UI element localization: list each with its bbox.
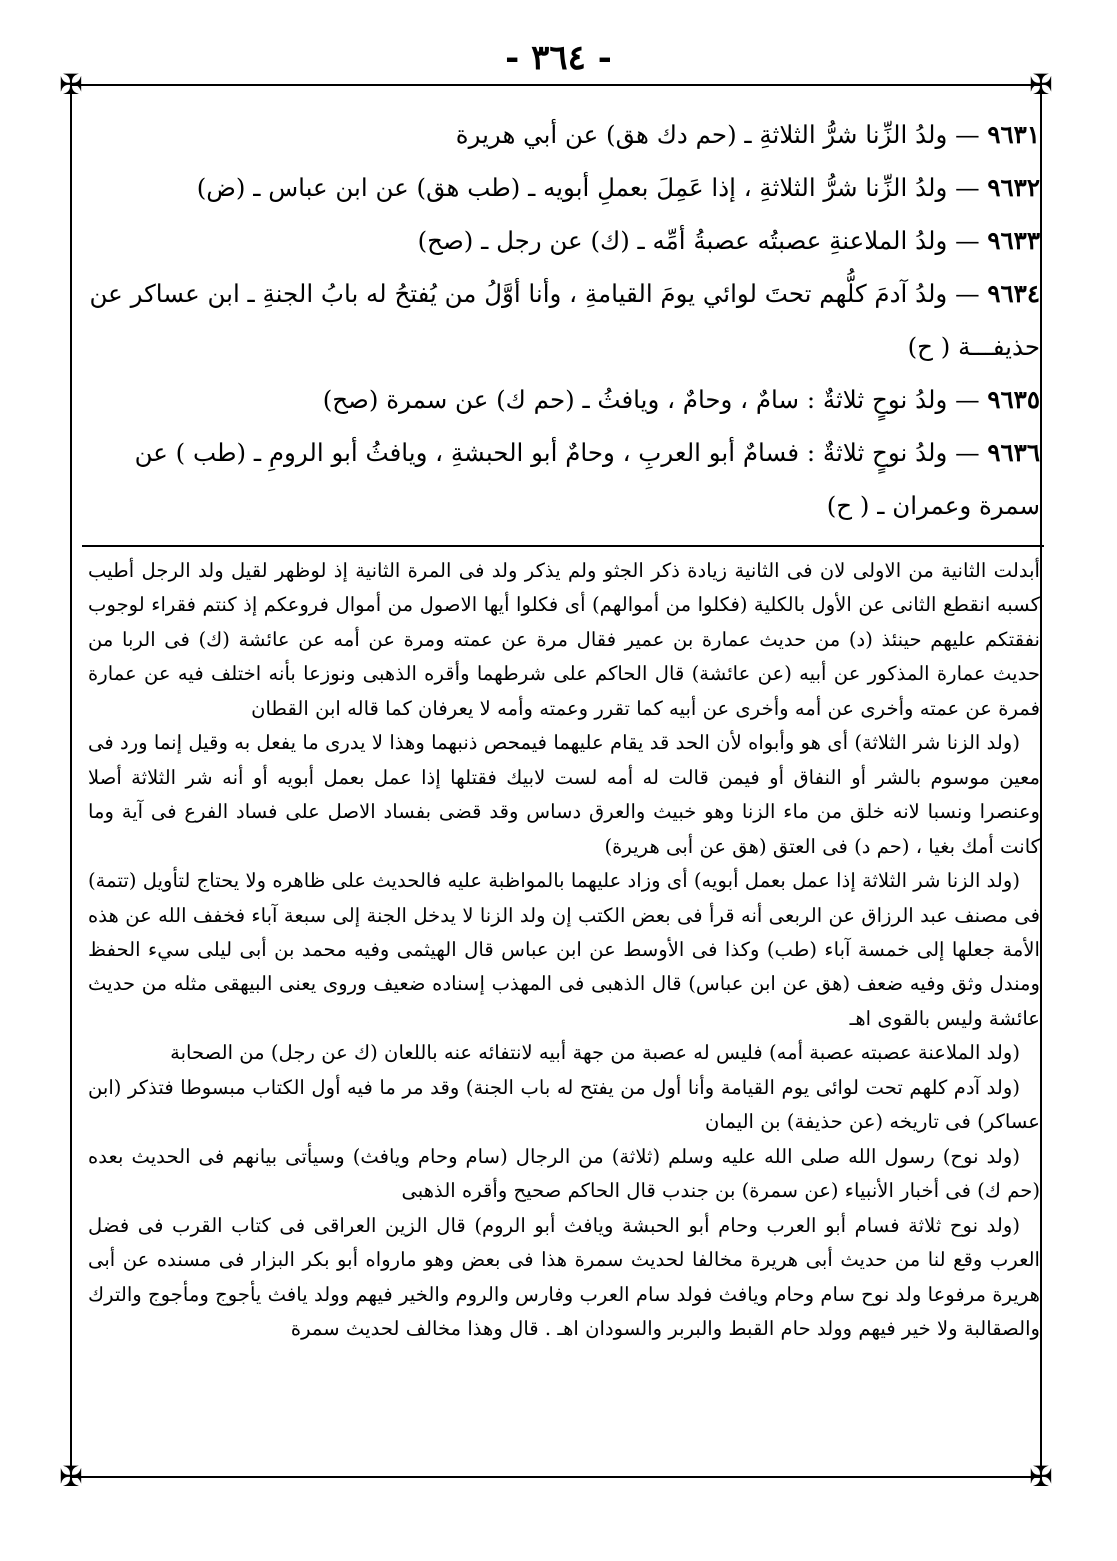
hadith-number: ٩٦٣٤ [987, 279, 1040, 308]
hadith-text: ولدُ نوحٍ ثلاثةٌ : فسامٌ أبو العربِ ، وحامٌ أبو الحبشةِ ، ويافثُ أبو الرومِ ـ (طب ) عن سمرة وعمران ـ ( ح) [134, 438, 1040, 520]
commentary-paragraph: (ولد الزنا شر الثلاثة) أى هو وأبواه لأن الحد قد يقام عليهما فيمحص ذنبهما وهذا لا يدرى ما يفعل به وقيل إنما ورد فى معين موسوم بالشر أو النفاق أو فيمن قالت له أمه لست لابيك فقتلها إذا عمل بعمل أبويه أو أنه شر الثلاثة أصلا وعنصرا ونسبا لانه خلق من ماء الزنا وهو خبيث والعرق دساس وقد قضى بفساد الاصل على فساد الفرع فى آية وما كانت أمك بغيا ، (حم د) فى العتق (هق عن أبى هريرة) [88, 731, 1040, 858]
hadith-entry: ٩٦٣٥ — ولدُ نوحٍ ثلاثةٌ : سامٌ ، وحامٌ ، ويافثُ ـ (حم ك) عن سمرة (صح) [322, 385, 1040, 414]
commentary-paragraph: (ولد آدم كلهم تحت لوائى يوم القيامة وأنا أول من يفتح له باب الجنة) وقد مر ما فيه أول الكتاب مبسوطا فتذكر (ابن عساكر) فى تاريخه (عن حذيفة) بن اليمان [88, 1075, 1040, 1134]
corner-ornament-icon: ✠ [59, 68, 83, 101]
hadith-number: ٩٦٣٢ [987, 173, 1040, 202]
hadith-entry: ٩٦٣١ — ولدُ الزِّنا شرُّ الثلاثةِ ـ (حم دك هق) عن أبي هريرة [455, 120, 1040, 149]
hadith-number: ٩٦٣١ [987, 120, 1040, 149]
commentary-paragraph: (ولد الملاعنة عصبته عصبة أمه) فليس له عصبة من جهة أبيه لانتفائه عنه باللعان (ك عن رجل) من الصحابة [170, 1041, 1020, 1065]
frame-right-line [1040, 84, 1042, 1478]
hadith-entry: ٩٦٣٢ — ولدُ الزِّنا شرُّ الثلاثةِ ، إذا عَمِلَ بعملِ أبويه ـ (طب هق) عن ابن عباس ـ (ض) [196, 173, 1040, 202]
commentary-paragraph: (ولد الزنا شر الثلاثة إذا عمل بعمل أبويه) أى وزاد عليهما بالمواظبة عليه فالحديث على ظاهره ولا يحتاج لتأويل (تتمة) فى مصنف عبد الرزاق عن الربعى أنه قرأ فى بعض الكتب إن ولد الزنا لا يدخل الجنة إلى سبعة آباء فخفف الله عن هذه الأمة جعلها إلى خمسة آباء (طب) وكذا فى الأوسط عن ابن عباس قال الهيثمى وفيه محمد بن أبى ليلى سيء الحفظ ومندل وثق وفيه ضعف (هق عن ابن عباس) قال الذهبى فى المهذب إسناده ضعيف وروى يعنى البيهقى مثله من حديث عائشة وليس بالقوى اهـ [88, 869, 1040, 1030]
hadith-text: ولدُ الزِّنا شرُّ الثلاثةِ ـ (حم دك هق) عن أبي هريرة [455, 120, 948, 149]
hadith-list [88, 108, 1040, 532]
corner-ornament-icon: ✠ [1029, 68, 1053, 101]
hadith-text: ولدُ الزِّنا شرُّ الثلاثةِ ، إذا عَمِلَ بعملِ أبويه ـ (طب هق) عن ابن عباس ـ (ض) [196, 173, 948, 202]
section-divider [82, 545, 1044, 547]
frame-top-line [70, 84, 1042, 86]
corner-ornament-icon: ✠ [59, 1460, 83, 1493]
page-number: - ٣٦٤ - [505, 38, 612, 78]
hadith-number: ٩٦٣٦ [987, 438, 1040, 467]
hadith-number: ٩٦٣٣ [987, 226, 1040, 255]
commentary [88, 554, 1040, 1346]
commentary-paragraph: (ولد نوح) رسول الله صلى الله عليه وسلم (ثلاثة) من الرجال (سام وحام ويافث) وسيأتى بيانهم فى الحديث بعده (حم ك) فى أخبار الأنبياء (عن سمرة) بن جندب قال الحاكم صحيح وأقره الذهبى [88, 1144, 1040, 1203]
commentary-paragraph: أبدلت الثانية من الاولى لان فى الثانية زيادة ذكر الجثو ولم يذكر ولد فى المرة الثانية إذ لوظهر لقيل ولد الرجل أطيب كسبه انقطع الثانى عن الأول بالكلية (فكلوا من أموالهم) أى فكلوا أيها الاصول من أموال فروعكم إذ كنتم فقراء لوجوب نفقتكم عليهم حينئذ (د) من حديث عمارة بن عمير فقال مرة عن عمته ومرة عن أمه عن عائشة (ك) فى الربا من حديث عمارة المذكور عن أبيه (عن عائشة) قال الحاكم على شرطهما وأقره الذهبى ونوزعا بأنه اختلف فيه عن عمارة فمرة عن عمته وأخرى عن أمه وأخرى عن أبيه كما تقرر وعمته وأمه لا يعرفان كما قاله ابن القطان [88, 559, 1040, 720]
hadith-entry: ٩٦٣٦ — ولدُ نوحٍ ثلاثةٌ : فسامٌ أبو العربِ ، وحامٌ أبو الحبشةِ ، ويافثُ أبو الرومِ ـ (طب ) عن سمرة وعمران ـ ( ح) [134, 438, 1040, 520]
hadith-text: ولدُ نوحٍ ثلاثةٌ : سامٌ ، وحامٌ ، ويافثُ ـ (حم ك) عن سمرة (صح) [322, 385, 948, 414]
corner-ornament-icon: ✠ [1029, 1460, 1053, 1493]
hadith-text: ولدُ الملاعنةِ عصبتُه عصبةُ أمِّه ـ (ك) عن رجل ـ (صح) [417, 226, 948, 255]
frame-bottom-line [70, 1476, 1042, 1478]
hadith-number: ٩٦٣٥ [987, 385, 1040, 414]
hadith-entry: ٩٦٣٣ — ولدُ الملاعنةِ عصبتُه عصبةُ أمِّه ـ (ك) عن رجل ـ (صح) [417, 226, 1040, 255]
hadith-entry: ٩٦٣٤ — ولدُ آدمَ كلُّهم تحتَ لوائي يومَ القيامةِ ، وأنا أوَّلُ من يُفتحُ له بابُ الجنةِ ـ ابن عساكر عن حذيفـــة ( ح) [89, 279, 1040, 361]
frame-left-line [70, 84, 72, 1478]
hadith-text: ولدُ آدمَ كلُّهم تحتَ لوائي يومَ القيامةِ ، وأنا أوَّلُ من يُفتحُ له بابُ الجنةِ ـ ابن عساكر عن حذيفـــة ( ح) [89, 279, 1040, 361]
commentary-paragraph: (ولد نوح ثلاثة فسام أبو العرب وحام أبو الحبشة ويافث أبو الروم) قال الزين العراقى فى كتاب القرب فى فضل العرب وقع لنا من حديث أبى هريرة مخالفا لحديث سمرة هذا فى بعض وهو مارواه أبو بكر البزار فى مسنده عن أبى هريرة مرفوعا ولد نوح سام وحام ويافث فولد سام العرب وفارس والروم والخير فيهم وولد يافث يأجوج ومأجوج والترك والصقالبة ولا خير فيهم وولد حام القبط والبربر والسودان اهـ . قال وهذا مخالف لحديث سمرة [88, 1213, 1040, 1340]
